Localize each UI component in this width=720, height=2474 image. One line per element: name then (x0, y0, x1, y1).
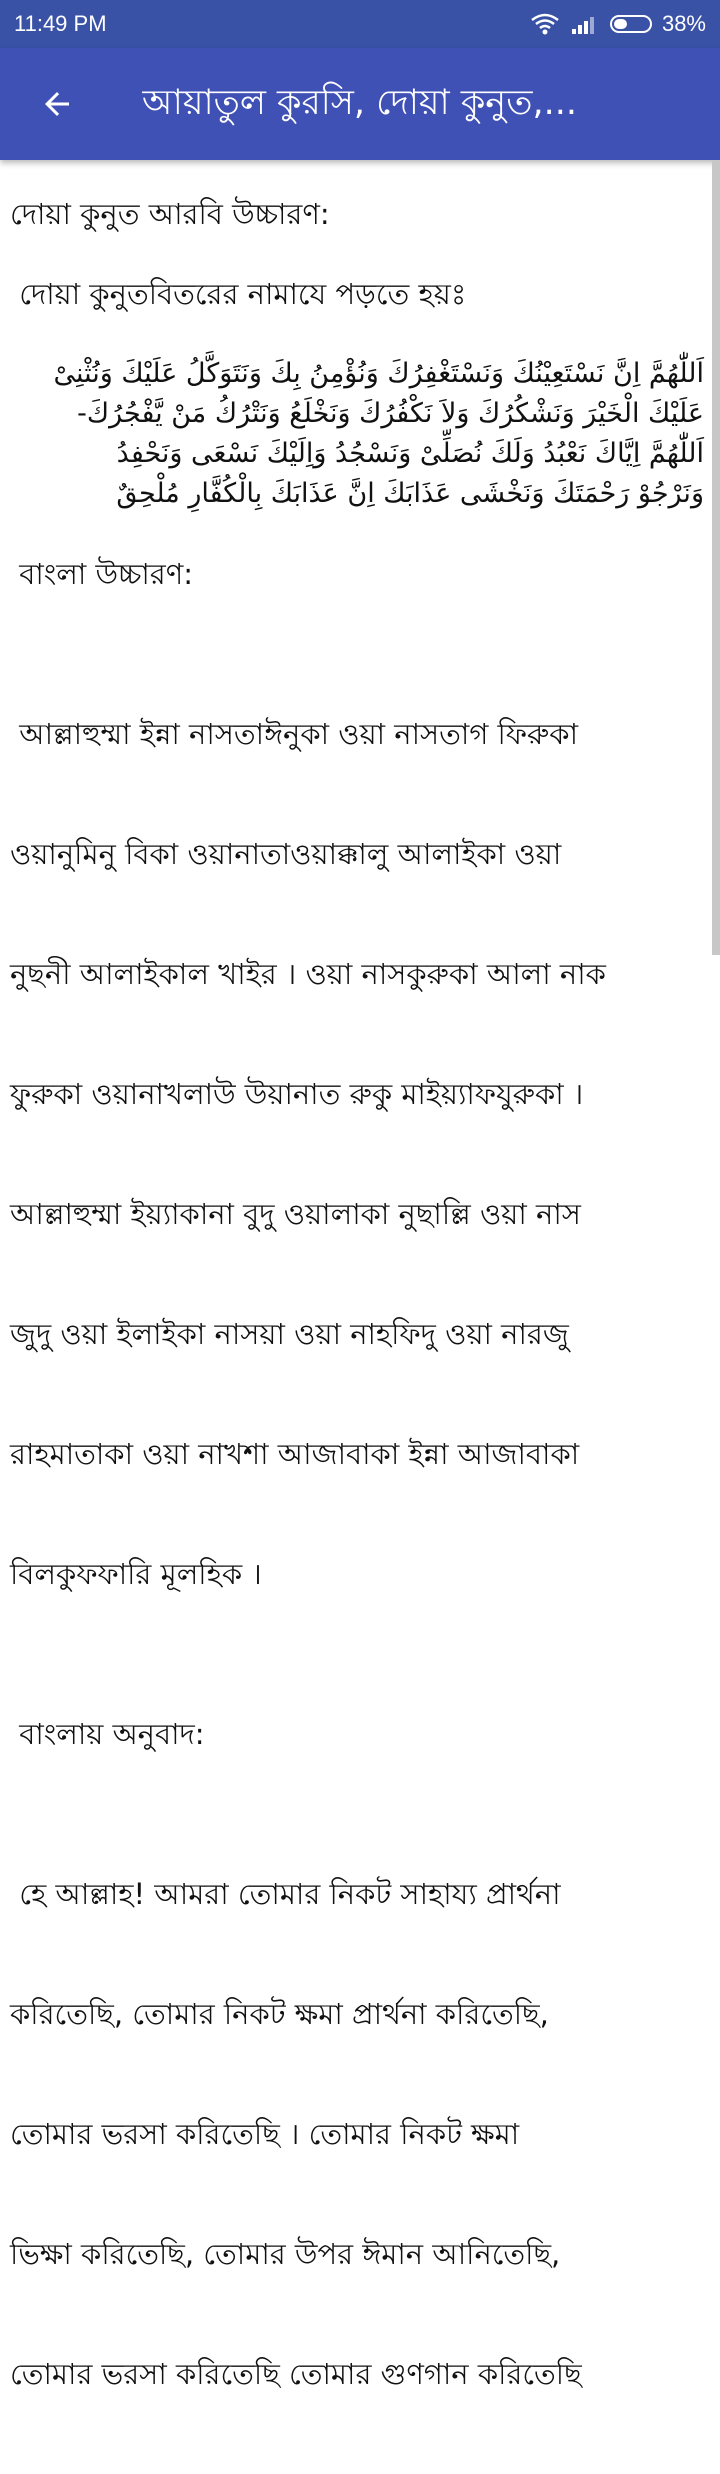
wifi-icon (530, 12, 560, 36)
battery-percent: 38% (661, 11, 706, 36)
text-line: তোমার ভরসা করিতেছি । তোমার নিকট ক্ষমা (10, 2117, 520, 2151)
text-line: বিলকুফফারি মূলহিক । (10, 1557, 262, 1591)
arabic-line: عَلَيْكَ الْخَيْرَ وَنَشْكُرُكَ وَلاَ نَكْفُرُكَ وَنَخْلَعُ وَنَتْرُكُ مَنْ يَّفْجُرُكَ- (77, 398, 704, 429)
arabic-line: وَنَرْجُوْ رَحْمَتَكَ وَنَخْشَى عَذَابَكَ اِنَّ عَذَابَكَ بِالْكُفَّارِ مُلْحِقٌ (116, 478, 704, 509)
heading-translation: বাংলায় অনুবাদ: (10, 1717, 205, 1751)
text-line: ওয়ানুমিনু বিকা ওয়ানাতাওয়াক্কালু আলাইকা ওয়া (10, 837, 562, 871)
bangla-pronunciation-block (10, 634, 708, 1674)
text-line: হে আল্লাহ! আমরা তোমার নিকট সাহায্য প্রার্থনা (10, 1877, 561, 1911)
arrow-back-icon (39, 86, 75, 122)
text-line: রাহমাতাকা ওয়া নাখশা আজাবাকা ইন্না আজাবাকা (10, 1437, 580, 1471)
back-button[interactable] (22, 69, 92, 139)
arabic-text-block (10, 354, 708, 514)
translation-block (10, 1794, 708, 2474)
status-bar (0, 0, 720, 48)
status-icons (530, 11, 706, 37)
scrollbar[interactable] (712, 160, 720, 955)
text-line: নুছনী আলাইকাল খাইর । ওয়া নাসকুরুকা আলা নাক (10, 957, 606, 991)
text-line: ভিক্ষা করিতেছি, তোমার উপর ঈমান আনিতেছি, (10, 2237, 561, 2271)
text-line: জুদু ওয়া ইলাইকা নাসয়া ওয়া নাহফিদু ওয়া নারজু (10, 1317, 569, 1351)
status-time: 11:49 PM (14, 11, 107, 36)
battery-fill (614, 19, 627, 29)
text-line: আল্লাহুম্মা ইয়্যাকানা বুদু ওয়ালাকা নুছাল্লি ওয়া নাস (10, 1197, 581, 1231)
heading-arabic-pronunciation: দোয়া কুনুত আরবি উচ্চারণ: (10, 197, 330, 231)
heading-bangla-pronunciation: বাংলা উচ্চারণ: (10, 557, 194, 591)
text-line: আল্লাহুম্মা ইন্না নাসতাঈনুকা ওয়া নাসতাগ ফিরুকা (10, 717, 578, 751)
heading-witr: দোয়া কুনুতবিতরের নামাযে পড়তে হয়ঃ (10, 277, 467, 311)
battery-icon (610, 15, 652, 33)
page-title: আয়াতুল কুরসি, দোয়া কুনুত,... (142, 82, 577, 123)
arabic-line: اَللّٰهُمَّ اِنَّ نَسْتَعِيْنُكَ وَنَسْتَغْفِرُكَ وَنُؤْمِنُ بِكَ وَنَتَوَكَّلُ عَلَيْكَ وَنُثْنِىْ (53, 358, 704, 389)
text-line: করিতেছি, তোমার নিকট ক্ষমা প্রার্থনা করিতেছি, (10, 1997, 549, 2031)
content-scroll-area[interactable] (0, 160, 708, 2474)
text-line: তোমার ভরসা করিতেছি তোমার গুণগান করিতেছি (10, 2357, 582, 2391)
arabic-line: اَللّٰهُمَّ اِيَّاكَ نَعْبُدُ وَلَكَ نُصَلِّىْ وَنَسْجُدُ وَاِلَيْكَ نَسْعَى وَنَحْفِدُ (116, 438, 704, 469)
text-line: ফুরুকা ওয়ানাখলাউ উয়ানাত রুকু মাইয়্যাফযুরুকা । (10, 1077, 584, 1111)
signal-icon (570, 13, 600, 35)
app-bar (0, 48, 720, 160)
